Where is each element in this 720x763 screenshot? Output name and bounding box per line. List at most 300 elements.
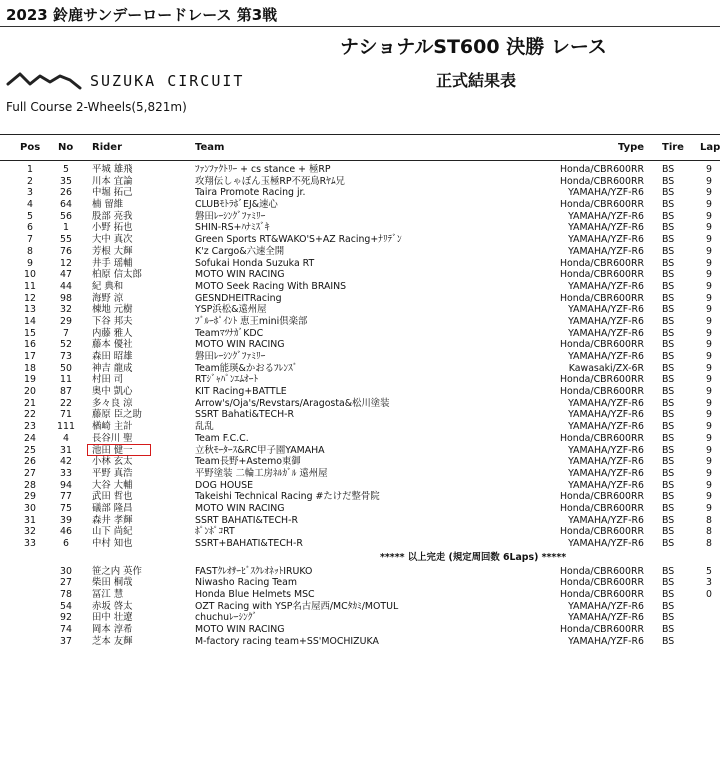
laps: 9 [706, 444, 712, 456]
machine-type: Honda/CBR600RR [560, 502, 644, 514]
number: 71 [60, 409, 72, 421]
number: 78 [60, 589, 72, 601]
team-name: SSRT Bahati&TECH-R [195, 409, 295, 421]
number: 76 [60, 245, 72, 257]
tire: BS [662, 245, 675, 257]
rider-name: 冨江 慧 [92, 589, 124, 601]
tire: BS [662, 444, 675, 456]
laps: 9 [706, 502, 712, 514]
table-row [0, 445, 720, 457]
tire: BS [662, 304, 675, 316]
rider-name: 森井 孝輝 [92, 514, 133, 526]
rider-name: 平野 真浩 [92, 467, 133, 479]
machine-type: YAMAHA/YZF-R6 [568, 600, 644, 612]
rider-name: 楢崎 主計 [92, 421, 133, 433]
tire: BS [662, 374, 675, 386]
team-name: ﾎﾟﾝﾎﾟｺRT [195, 526, 235, 538]
laps: 9 [706, 339, 712, 351]
team-name: 立秋ﾓｰﾀｰｽ&RC甲子園YAMAHA [195, 444, 325, 456]
pos: 30 [24, 502, 36, 514]
machine-type: Honda/CBR600RR [560, 292, 644, 304]
pos: 33 [24, 538, 36, 549]
tire: BS [662, 386, 675, 398]
rider-name: 山下 尚紀 [92, 526, 133, 538]
laps: 9 [706, 362, 712, 374]
laps: 9 [706, 292, 712, 304]
team-name: Team F.C.C. [195, 432, 249, 444]
number: 50 [60, 362, 72, 374]
pos: 26 [24, 456, 36, 468]
machine-type: Honda/CBR600RR [560, 589, 644, 601]
laps: 5 [706, 565, 712, 577]
machine-type: YAMAHA/YZF-R6 [568, 397, 644, 409]
table-row [0, 328, 720, 340]
tire: BS [662, 199, 675, 211]
rider-name: 芳根 大輝 [92, 245, 133, 257]
pos: 1 [27, 164, 33, 175]
tire: BS [662, 467, 675, 479]
table-row [0, 164, 720, 176]
pos: 29 [24, 491, 36, 503]
team-name: GESNDHEITRacing [195, 292, 282, 304]
machine-type: YAMAHA/YZF-R6 [568, 222, 644, 234]
pos: 21 [24, 397, 36, 409]
rider-name: 長谷川 聖 [92, 432, 133, 444]
table-header [0, 134, 720, 161]
results-table [0, 164, 720, 648]
tire: BS [662, 315, 675, 327]
team-name: CLUBﾓﾄﾗﾎﾞEJ&速心 [195, 199, 278, 211]
tire: BS [662, 397, 675, 409]
machine-type: Honda/CBR600RR [560, 386, 644, 398]
team-name: 攻翔伝しゃぼん玉極RP不死鳥Rﾔﾑ兄 [195, 175, 345, 187]
rider-name: 中村 知也 [92, 538, 133, 549]
tire: BS [662, 565, 675, 577]
tire: BS [662, 269, 675, 281]
tire: BS [662, 210, 675, 222]
team-name: DOG HOUSE [195, 479, 254, 491]
rider-name: 礒部 隆昌 [92, 502, 133, 514]
laps: 9 [706, 409, 712, 421]
table-row [0, 258, 720, 270]
tire: BS [662, 362, 675, 374]
team-name: K'z Cargo&六速全開 [195, 245, 285, 257]
team-name: Sofukai Honda Suzuka RT [195, 257, 315, 269]
table-row [0, 339, 720, 351]
pos: 8 [27, 245, 33, 257]
number: 22 [60, 397, 72, 409]
table-row [0, 234, 720, 246]
pos: 31 [24, 514, 36, 526]
tire: BS [662, 635, 675, 647]
machine-type: YAMAHA/YZF-R6 [568, 304, 644, 316]
team-name: Taira Promote Racing jr. [195, 187, 306, 199]
rider-name: 内藤 雅人 [92, 327, 133, 339]
rider-name: 奥中 凱心 [92, 386, 133, 398]
team-name: M-factory racing team+SS'MOCHIZUKA [195, 635, 379, 647]
team-name: TeamﾏﾂﾅｶﾞKDC [195, 327, 264, 339]
machine-type: YAMAHA/YZF-R6 [568, 351, 644, 362]
laps: 9 [706, 432, 712, 444]
team-name: OZT Racing with YSP名古屋西/MCﾀｶﾐ/MOTUL [195, 600, 399, 612]
laps: 8 [706, 538, 712, 549]
header-type: Type [618, 142, 645, 153]
number: 92 [60, 612, 72, 624]
laps: 9 [706, 421, 712, 433]
machine-type: YAMAHA/YZF-R6 [568, 479, 644, 491]
machine-type: Honda/CBR600RR [560, 199, 644, 211]
rider-name: 紀 典和 [92, 280, 124, 292]
rider-name: 井手 瑶輔 [92, 257, 133, 269]
machine-type: Honda/CBR600RR [560, 624, 644, 636]
rider-name: 多々良 涼 [92, 397, 133, 409]
number: 32 [60, 304, 72, 316]
machine-type: YAMAHA/YZF-R6 [568, 210, 644, 222]
number: 1 [63, 222, 69, 234]
team-name: 乱乱 [195, 421, 214, 433]
tire: BS [662, 421, 675, 433]
machine-type: YAMAHA/YZF-R6 [568, 538, 644, 549]
laps: 9 [706, 491, 712, 503]
pos: 9 [27, 257, 33, 269]
table-row [0, 515, 720, 527]
table-row [0, 577, 720, 589]
table-row [0, 386, 720, 398]
header-team: Team [195, 142, 225, 153]
team-name: chuchuﾚｰｼﾝｸﾞ [195, 612, 258, 624]
table-row [0, 398, 720, 410]
tire: BS [662, 409, 675, 421]
pos: 27 [24, 467, 36, 479]
team-name: 磐田ﾚｰｼﾝｸﾞﾌｧﾐﾘｰ [195, 351, 266, 362]
number: 39 [60, 514, 72, 526]
number: 56 [60, 210, 72, 222]
pos: 17 [24, 351, 36, 362]
team-name: Takeishi Technical Racing #たけだ整骨院 [195, 491, 380, 503]
laps: 9 [706, 222, 712, 234]
laps: 0 [706, 589, 712, 601]
number: 73 [60, 351, 72, 362]
highlight-box [87, 444, 151, 456]
rider-name: 柏原 信太郎 [92, 269, 142, 281]
machine-type: Kawasaki/ZX-6R [568, 362, 644, 374]
number: 75 [60, 502, 72, 514]
number: 47 [60, 269, 72, 281]
rider-name: 武田 哲也 [92, 491, 133, 503]
header-tire: Tire [662, 142, 684, 153]
finishers-note: ***** 以上完走 (規定周回数 6Laps) ***** [380, 551, 567, 563]
pos: 20 [24, 386, 36, 398]
table-row [0, 246, 720, 258]
laps: 9 [706, 187, 712, 199]
number: 35 [60, 175, 72, 187]
pos: 13 [24, 304, 36, 316]
number: 55 [60, 234, 72, 246]
machine-type: YAMAHA/YZF-R6 [568, 409, 644, 421]
pos: 23 [24, 421, 36, 433]
pos: 28 [24, 479, 36, 491]
rider-name: 大谷 大輔 [92, 479, 133, 491]
number: 37 [60, 635, 72, 647]
pos: 2 [27, 175, 33, 187]
number: 77 [60, 491, 72, 503]
laps: 9 [706, 175, 712, 187]
pos: 6 [27, 222, 33, 234]
pos: 5 [27, 210, 33, 222]
tire: BS [662, 589, 675, 601]
header-pos: Pos [20, 142, 41, 153]
number: 33 [60, 467, 72, 479]
table-row [0, 281, 720, 293]
team-name: MOTO WIN RACING [195, 269, 285, 281]
table-row [0, 503, 720, 515]
team-name: Green Sports RT&WAKO'S+AZ Racing+ﾅﾘﾃﾞﾝ [195, 234, 402, 246]
team-name: ﾌｧﾝﾌｧｸﾄﾘｰ + cs stance + 極RP [195, 164, 331, 175]
machine-type: YAMAHA/YZF-R6 [568, 514, 644, 526]
number: 94 [60, 479, 72, 491]
number: 98 [60, 292, 72, 304]
laps: 9 [706, 327, 712, 339]
team-name: FASTｸﾚｵｻｰﾋﾞｽｸﾚｵﾈｯﾄIRUKO [195, 565, 313, 577]
machine-type: YAMAHA/YZF-R6 [568, 327, 644, 339]
machine-type: YAMAHA/YZF-R6 [568, 467, 644, 479]
team-name: MOTO WIN RACING [195, 339, 285, 351]
rider-name: 赤坂 啓太 [92, 600, 133, 612]
team-name: YSP浜松&遠州屋 [195, 304, 267, 316]
table-row [0, 187, 720, 199]
team-name: MOTO WIN RACING [195, 624, 285, 636]
pos: 14 [24, 315, 36, 327]
team-name: ﾌﾞﾙｰﾎﾟｲﾝﾄ 恵王mini倶楽部 [195, 315, 308, 327]
machine-type: Honda/CBR600RR [560, 432, 644, 444]
number: 52 [60, 339, 72, 351]
pos: 24 [24, 432, 36, 444]
laps: 9 [706, 456, 712, 468]
pos: 32 [24, 526, 36, 538]
laps: 9 [706, 280, 712, 292]
machine-type: YAMAHA/YZF-R6 [568, 245, 644, 257]
race-name: ナショナルST600 決勝 レース [340, 36, 607, 58]
table-row [0, 269, 720, 281]
machine-type: Honda/CBR600RR [560, 269, 644, 281]
number: 5 [63, 164, 69, 175]
machine-type: YAMAHA/YZF-R6 [568, 456, 644, 468]
rider-name: 小野 拓也 [92, 222, 133, 234]
tire: BS [662, 257, 675, 269]
rider-name: 楠 留維 [92, 199, 124, 211]
rider-name: 笹之内 英作 [92, 565, 142, 577]
laps: 9 [706, 257, 712, 269]
table-row [0, 176, 720, 188]
laps: 9 [706, 467, 712, 479]
laps: 9 [706, 234, 712, 246]
team-name: MOTO Seek Racing With BRAINS [195, 280, 347, 292]
tire: BS [662, 327, 675, 339]
top-divider [0, 26, 720, 27]
number: 31 [60, 444, 72, 456]
rider-name: 村田 司 [92, 374, 124, 386]
document-type: 正式結果表 [436, 71, 517, 90]
machine-type: Honda/CBR600RR [560, 339, 644, 351]
machine-type: Honda/CBR600RR [560, 164, 644, 175]
laps: 9 [706, 210, 712, 222]
logo-text: SUZUKA CIRCUIT [90, 72, 245, 90]
number: 111 [57, 421, 75, 433]
table-row [0, 566, 720, 578]
number: 44 [60, 280, 72, 292]
tire: BS [662, 432, 675, 444]
rider-name: 芝本 友輝 [92, 635, 133, 647]
tire: BS [662, 280, 675, 292]
pos: 3 [27, 187, 33, 199]
machine-type: Honda/CBR600RR [560, 577, 644, 589]
tire: BS [662, 456, 675, 468]
team-name: Niwasho Racing Team [195, 577, 298, 589]
tire: BS [662, 234, 675, 246]
rider-name: 大中 真次 [92, 234, 133, 246]
machine-type: Honda/CBR600RR [560, 257, 644, 269]
table-row [0, 363, 720, 375]
rider-name: 下谷 邦夫 [92, 315, 133, 327]
number: 27 [60, 577, 72, 589]
machine-type: Honda/CBR600RR [560, 175, 644, 187]
pos: 15 [24, 327, 36, 339]
rider-name: 池田 健一 [92, 444, 133, 456]
tire: BS [662, 351, 675, 362]
tire: BS [662, 187, 675, 199]
laps: 8 [706, 514, 712, 526]
machine-type: YAMAHA/YZF-R6 [568, 635, 644, 647]
rider-name: 平城 雄飛 [92, 164, 133, 175]
table-row [0, 211, 720, 223]
table-row [0, 199, 720, 211]
header-rider: Rider [92, 142, 122, 153]
table-row [0, 316, 720, 328]
table-row [0, 468, 720, 480]
pos: 22 [24, 409, 36, 421]
rider-name: 藤原 臣之助 [92, 409, 142, 421]
tire: BS [662, 292, 675, 304]
team-name: KIT Racing+BATTLE [195, 386, 287, 398]
number: 26 [60, 187, 72, 199]
number: 29 [60, 315, 72, 327]
team-name: 平野塗装 二輪工房ﾈﾙｶﾞﾙ 遠州屋 [195, 467, 328, 479]
team-name: SHIN-RS+ﾊﾅﾐｽﾞｷ [195, 222, 270, 234]
number: 11 [60, 374, 72, 386]
team-name: Team能瑛&かおるﾌﾚﾝｽﾞ [195, 362, 298, 374]
laps: 9 [706, 245, 712, 257]
team-name: RTｼﾞｬﾊﾟﾝｴﾑｵｰﾄ [195, 374, 259, 386]
laps: 9 [706, 199, 712, 211]
team-name: Honda Blue Helmets MSC [195, 589, 315, 601]
table-row [0, 589, 720, 601]
tire: BS [662, 502, 675, 514]
machine-type: YAMAHA/YZF-R6 [568, 234, 644, 246]
number: 54 [60, 600, 72, 612]
number: 74 [60, 624, 72, 636]
machine-type: Honda/CBR600RR [560, 491, 644, 503]
tire: BS [662, 526, 675, 538]
pos: 7 [27, 234, 33, 246]
tire: BS [662, 164, 675, 175]
team-name: Team長野+Astemo東御 [195, 456, 301, 468]
table-row [0, 293, 720, 305]
table-row [0, 421, 720, 433]
pos: 11 [24, 280, 36, 292]
pos: 25 [24, 444, 36, 456]
machine-type: Honda/CBR600RR [560, 374, 644, 386]
table-row [0, 374, 720, 386]
table-row [0, 612, 720, 624]
laps: 9 [706, 386, 712, 398]
tire: BS [662, 600, 675, 612]
tire: BS [662, 612, 675, 624]
finishers-note-row [0, 550, 720, 566]
rider-name: 神吉 龍成 [92, 362, 133, 374]
laps: 9 [706, 164, 712, 175]
event-title: 2023 鈴鹿サンデーロードレース 第3戦 [6, 6, 278, 24]
number: 30 [60, 565, 72, 577]
rider-name: 田中 壮遼 [92, 612, 133, 624]
tire: BS [662, 491, 675, 503]
circuit-logo-icon [6, 70, 82, 92]
tire: BS [662, 479, 675, 491]
number: 6 [63, 538, 69, 549]
rider-name: 小林 玄太 [92, 456, 133, 468]
number: 64 [60, 199, 72, 211]
number: 7 [63, 327, 69, 339]
tire: BS [662, 538, 675, 549]
pos: 16 [24, 339, 36, 351]
laps: 9 [706, 304, 712, 316]
pos: 10 [24, 269, 36, 281]
table-row [0, 456, 720, 468]
machine-type: Honda/CBR600RR [560, 565, 644, 577]
course-info: Full Course 2-Wheels(5,821m) [6, 100, 187, 114]
rider-name: 岡本 淳希 [92, 624, 133, 636]
rider-name: 川本 宜論 [92, 175, 133, 187]
team-name: SSRT+BAHATI&TECH-R [195, 538, 303, 549]
tire: BS [662, 175, 675, 187]
tire: BS [662, 577, 675, 589]
machine-type: YAMAHA/YZF-R6 [568, 187, 644, 199]
machine-type: YAMAHA/YZF-R6 [568, 612, 644, 624]
laps: 8 [706, 526, 712, 538]
table-row [0, 526, 720, 538]
pos: 18 [24, 362, 36, 374]
laps: 9 [706, 315, 712, 327]
tire: BS [662, 624, 675, 636]
table-row [0, 409, 720, 421]
machine-type: YAMAHA/YZF-R6 [568, 315, 644, 327]
rider-name: 中堀 拓己 [92, 187, 133, 199]
table-row [0, 222, 720, 234]
team-name: MOTO WIN RACING [195, 502, 285, 514]
tire: BS [662, 514, 675, 526]
team-name: 磐田ﾚｰｼﾝｸﾞﾌｧﾐﾘｰ [195, 210, 266, 222]
number: 4 [63, 432, 69, 444]
number: 46 [60, 526, 72, 538]
machine-type: Honda/CBR600RR [560, 526, 644, 538]
table-row [0, 624, 720, 636]
pos: 4 [27, 199, 33, 211]
machine-type: YAMAHA/YZF-R6 [568, 280, 644, 292]
header-laps: Lap [700, 142, 720, 153]
machine-type: YAMAHA/YZF-R6 [568, 421, 644, 433]
rider-name: 股部 亮我 [92, 210, 133, 222]
header-no: No [58, 142, 74, 153]
number: 42 [60, 456, 72, 468]
